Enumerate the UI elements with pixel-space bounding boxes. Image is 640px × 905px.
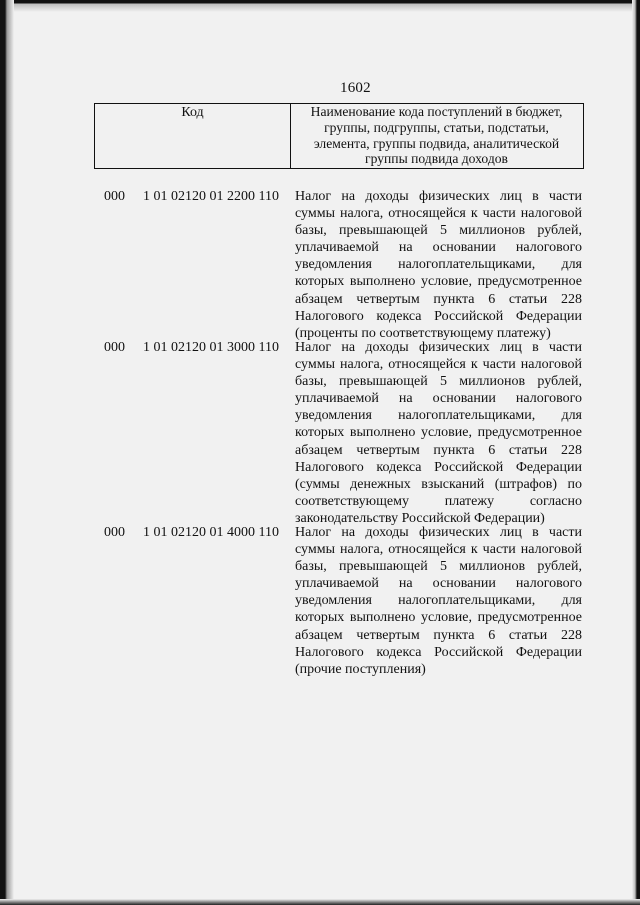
description-line: законодательству Российской Федерации) xyxy=(295,510,545,526)
header-name-line: группы, подгруппы, статьи, подстатьи, xyxy=(324,119,549,135)
description-line: базы, превышающей 5 миллионов рублей, xyxy=(295,374,582,390)
scan-bottom-edge xyxy=(0,899,640,905)
description-line: уплачиваемой на основании налогового xyxy=(295,240,582,256)
description-line: (прочие поступления) xyxy=(295,661,426,677)
description-line: Налогового кодекса Российской Федерации xyxy=(295,459,582,475)
description-line: уведомления налогоплательщиками, для xyxy=(295,257,582,273)
description-line: (проценты по соответствующему платежу) xyxy=(295,325,551,341)
description-line: базы, превышающей 5 миллионов рублей, xyxy=(295,559,582,575)
description-line: уведомления налогоплательщиками, для xyxy=(295,408,582,424)
header-name-line: элемента, группы подвида, аналитической xyxy=(313,135,560,151)
income-description xyxy=(295,339,582,527)
description-line: суммы налога, относящейся к части налоговой xyxy=(295,357,582,373)
description-line: уведомления налогоплательщиками, для xyxy=(295,593,582,609)
income-description xyxy=(295,524,582,678)
description-line: которых выполнено условие, предусмотренное xyxy=(295,610,582,626)
description-line: Налогового кодекса Российской Федерации xyxy=(295,308,582,324)
description-line: Налог на доходы физических лиц в части xyxy=(295,525,582,540)
description-line: которых выполнено условие, предусмотренное xyxy=(295,425,582,441)
admin-code: 000 xyxy=(104,340,125,355)
description-line: абзацем четвертым пункта 6 статьи 228 xyxy=(295,442,582,458)
header-code-label: Код xyxy=(181,105,204,120)
admin-code: 000 xyxy=(104,189,125,204)
description-line: суммы налога, относящейся к части налоговой xyxy=(295,542,582,558)
header-name-line: группы подвида доходов xyxy=(365,151,508,167)
description-line: уплачиваемой на основании налогового xyxy=(295,391,582,407)
description-line: уплачиваемой на основании налогового xyxy=(295,576,582,592)
description-line: абзацем четвертым пункта 6 статьи 228 xyxy=(295,627,582,643)
table-header xyxy=(94,103,584,169)
description-line: абзацем четвертым пункта 6 статьи 228 xyxy=(295,291,582,307)
description-line: суммы налога, относящейся к части налоговой xyxy=(295,206,582,222)
header-column-divider xyxy=(290,104,291,168)
header-name-label xyxy=(294,104,579,167)
description-line: Налогового кодекса Российской Федерации xyxy=(295,644,582,660)
income-code: 1 01 02120 01 2200 110 xyxy=(143,189,279,204)
description-line: (суммы денежных взысканий (штрафов) по xyxy=(295,476,582,492)
income-code: 1 01 02120 01 3000 110 xyxy=(143,340,279,355)
scan-right-edge xyxy=(632,0,640,905)
header-name-line: Наименование кода поступлений в бюджет, xyxy=(310,104,563,119)
page-number: 1602 xyxy=(340,80,371,96)
description-line: которых выполнено условие, предусмотренное xyxy=(295,274,582,290)
description-line: соответствующему платежу согласно xyxy=(295,493,582,509)
description-line: Налог на доходы физических лиц в части xyxy=(295,340,582,355)
description-line: базы, превышающей 5 миллионов рублей, xyxy=(295,223,582,239)
income-code: 1 01 02120 01 4000 110 xyxy=(143,525,279,540)
scan-top-edge xyxy=(0,0,640,20)
scan-left-edge xyxy=(0,0,14,905)
income-description xyxy=(295,188,582,342)
admin-code: 000 xyxy=(104,525,125,540)
description-line: Налог на доходы физических лиц в части xyxy=(295,189,582,204)
